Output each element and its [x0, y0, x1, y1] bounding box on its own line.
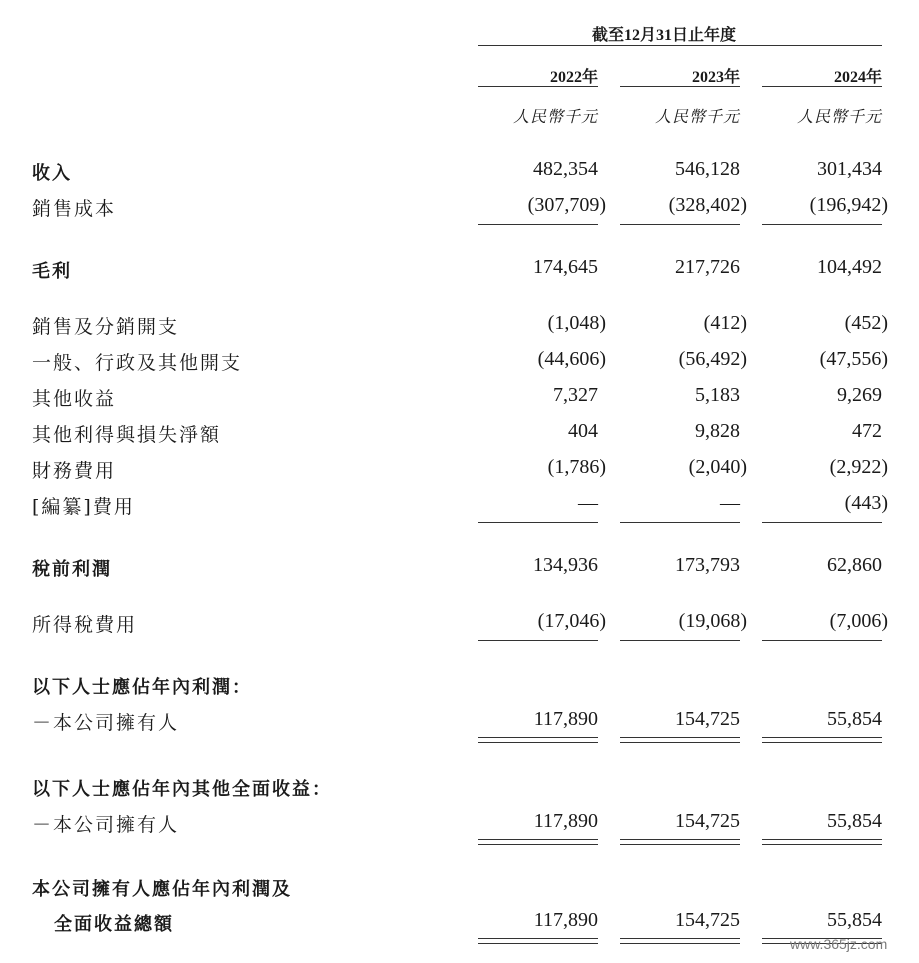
admin-expenses-2022: (44,606) — [537, 348, 606, 370]
subtotal-rule-2023 — [620, 224, 740, 225]
other-gains-losses-label: 其他利得與損失淨額 — [32, 424, 222, 446]
other-gains-losses-2022: 404 — [568, 420, 598, 442]
gross-profit-2023: 217,726 — [675, 256, 740, 278]
total-comprehensive-2022: 117,890 — [533, 909, 598, 931]
redacted-expenses-2023: — — [720, 492, 740, 514]
cost-of-sales-label: 銷售成本 — [32, 198, 117, 220]
oci-attrib-heading: 以下人士應佔年內其他全面收益： — [32, 779, 332, 800]
year-2023: 2023年 — [691, 69, 740, 86]
other-income-label: 其他收益 — [32, 388, 117, 410]
unit-2023: 人民幣千元 — [654, 109, 740, 126]
finance-costs-2022: (1,786) — [547, 456, 606, 478]
subtotal-rule-2024 — [762, 224, 882, 225]
pbt-rule-2023 — [620, 522, 740, 523]
profit-before-tax-2024: 62,860 — [827, 554, 882, 576]
profit-attrib-heading: 以下人士應佔年內利潤： — [32, 677, 252, 698]
other-gains-losses-2023: 9,828 — [695, 420, 740, 442]
income-tax-2022: (17,046) — [537, 610, 606, 632]
profit-double-rule-2022 — [478, 737, 598, 743]
income-tax-label: 所得稅費用 — [32, 614, 138, 636]
profit-before-tax-label: 稅前利潤 — [32, 559, 112, 580]
period-rule — [478, 45, 882, 46]
finance-costs-2024: (2,922) — [829, 456, 888, 478]
other-income-2022: 7,327 — [553, 384, 598, 406]
total-comprehensive-2024: 55,854 — [827, 909, 882, 931]
other-gains-losses-2024: 472 — [852, 420, 882, 442]
revenue-label: 收入 — [32, 163, 72, 184]
gross-profit-2024: 104,492 — [817, 256, 882, 278]
profit-double-rule-2023 — [620, 737, 740, 743]
total-comprehensive-label: 全面收益總額 — [54, 914, 174, 935]
profit-attrib-owners-2022: 117,890 — [533, 708, 598, 730]
oci-double-rule-2022 — [478, 839, 598, 845]
cost-of-sales-2022: (307,709) — [527, 194, 606, 216]
selling-expenses-2023: (412) — [703, 312, 747, 334]
oci-attrib-owners-2024: 55,854 — [827, 810, 882, 832]
admin-expenses-label: 一般、行政及其他開支 — [32, 352, 243, 374]
oci-attrib-owners-2023: 154,725 — [675, 810, 740, 832]
subtotal-rule-2022 — [478, 224, 598, 225]
year-rule-2024 — [762, 86, 882, 87]
oci-double-rule-2024 — [762, 839, 882, 845]
selling-expenses-2022: (1,048) — [547, 312, 606, 334]
revenue-2022: 482,354 — [533, 158, 598, 180]
unit-2024: 人民幣千元 — [796, 109, 882, 126]
admin-expenses-2024: (47,556) — [819, 348, 888, 370]
total-double-rule-2023 — [620, 938, 740, 944]
cost-of-sales-2023: (328,402) — [668, 194, 747, 216]
other-income-2024: 9,269 — [837, 384, 882, 406]
finance-costs-2023: (2,040) — [688, 456, 747, 478]
tax-rule-2023 — [620, 640, 740, 641]
revenue-2023: 546,128 — [675, 158, 740, 180]
total-comprehensive-2023: 154,725 — [675, 909, 740, 931]
profit-before-tax-2023: 173,793 — [675, 554, 740, 576]
profit-attrib-owners-label: －本公司擁有人 — [32, 712, 180, 734]
selling-expenses-2024: (452) — [844, 312, 888, 334]
total-double-rule-2022 — [478, 938, 598, 944]
redacted-expenses-2024: (443) — [844, 492, 888, 514]
redacted-expenses-label: [編纂]費用 — [32, 496, 135, 518]
profit-attrib-owners-2023: 154,725 — [675, 708, 740, 730]
profit-before-tax-2022: 134,936 — [533, 554, 598, 576]
tax-rule-2024 — [762, 640, 882, 641]
year-2024: 2024年 — [833, 69, 882, 86]
revenue-2024: 301,434 — [817, 158, 882, 180]
pbt-rule-2022 — [478, 522, 598, 523]
pbt-rule-2024 — [762, 522, 882, 523]
year-rule-2023 — [620, 86, 740, 87]
period-header: 截至12月31日止年度 — [592, 27, 737, 44]
total-heading: 本公司擁有人應佔年內利潤及 — [32, 879, 292, 900]
watermark: www.365jz.com — [790, 936, 888, 952]
profit-double-rule-2024 — [762, 737, 882, 743]
year-rule-2022 — [478, 86, 598, 87]
income-tax-2024: (7,006) — [829, 610, 888, 632]
tax-rule-2022 — [478, 640, 598, 641]
profit-attrib-owners-2024: 55,854 — [827, 708, 882, 730]
gross-profit-2022: 174,645 — [533, 256, 598, 278]
year-2022: 2022年 — [549, 69, 598, 86]
admin-expenses-2023: (56,492) — [678, 348, 747, 370]
unit-2022: 人民幣千元 — [512, 109, 598, 126]
finance-costs-label: 財務費用 — [32, 460, 117, 482]
other-income-2023: 5,183 — [695, 384, 740, 406]
oci-attrib-owners-2022: 117,890 — [533, 810, 598, 832]
oci-attrib-owners-label: －本公司擁有人 — [32, 814, 180, 836]
redacted-expenses-2022: — — [578, 492, 598, 514]
gross-profit-label: 毛利 — [32, 261, 72, 282]
selling-expenses-label: 銷售及分銷開支 — [32, 316, 180, 338]
income-tax-2023: (19,068) — [678, 610, 747, 632]
oci-double-rule-2023 — [620, 839, 740, 845]
cost-of-sales-2024: (196,942) — [809, 194, 888, 216]
